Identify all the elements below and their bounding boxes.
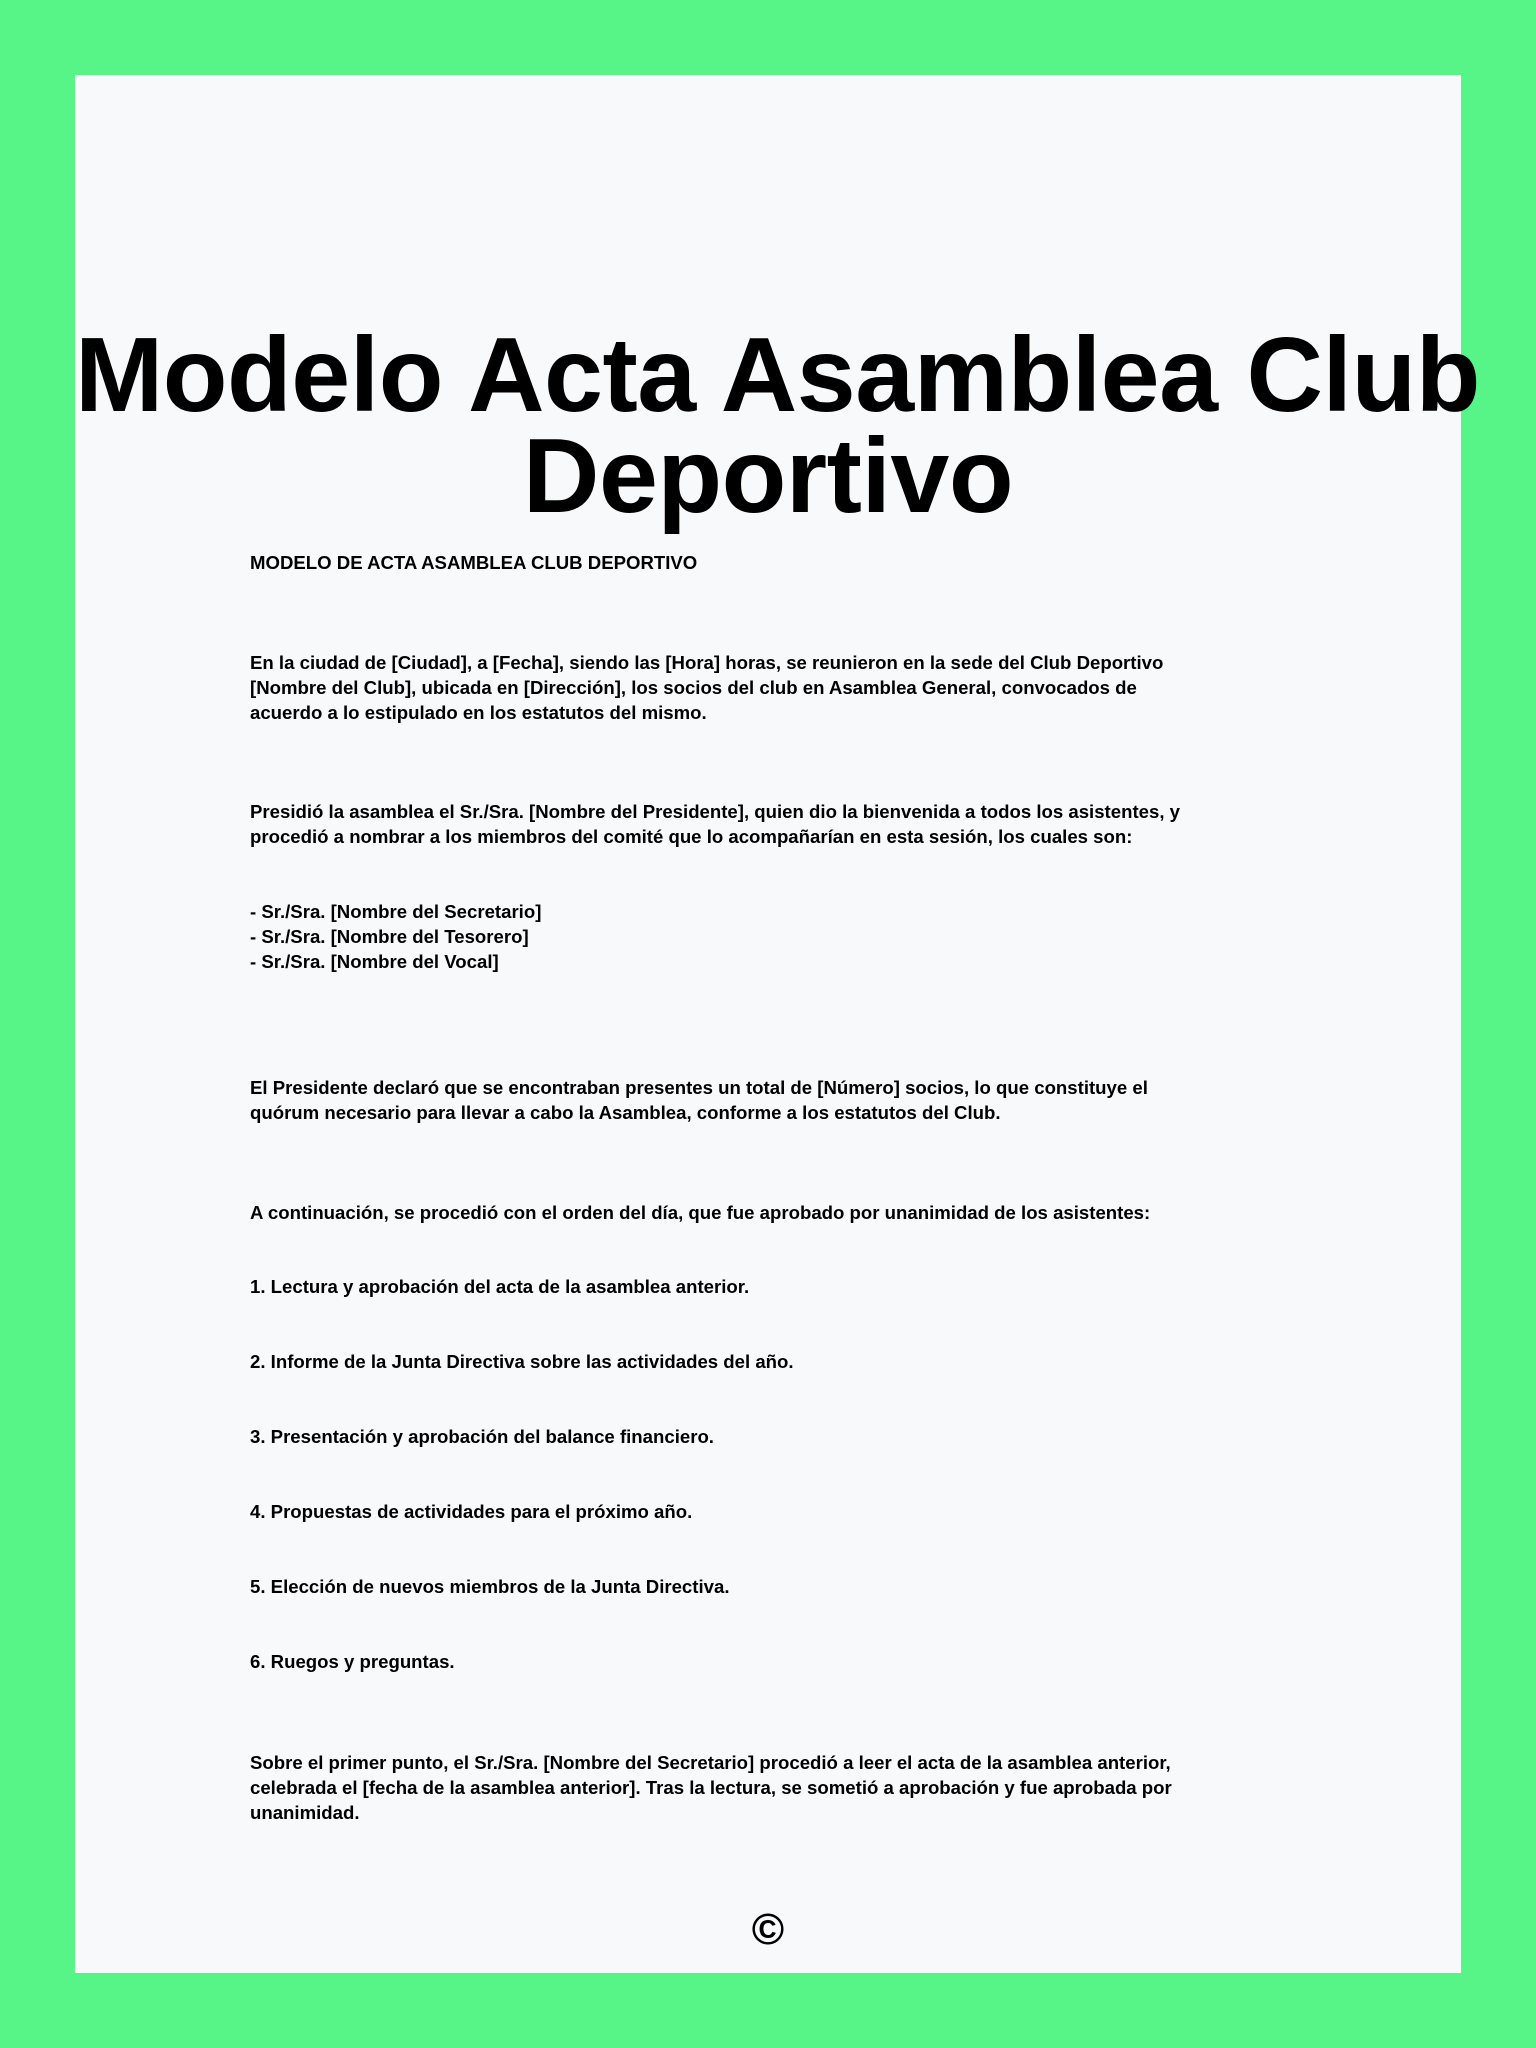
agenda-item: 1. Lectura y aprobación del acta de la asamblea anterior.: [250, 1276, 750, 1297]
paragraph-opening: [250, 650, 1163, 725]
document-page: [75, 75, 1480, 1973]
page-title: [75, 316, 1480, 535]
agenda-item: 6. Ruegos y preguntas.: [250, 1651, 455, 1672]
agenda-item: 3. Presentación y aprobación del balance financiero.: [250, 1426, 714, 1447]
paragraph-quorum: [250, 1075, 1148, 1125]
title-line-2: Deportivo: [522, 417, 1014, 535]
text-line: El Presidente declaró que se encontraban presentes un total de [Número] socios, lo que constituye el: [250, 1077, 1148, 1098]
agenda-item: 2. Informe de la Junta Directiva sobre las actividades del año.: [250, 1351, 794, 1372]
text-line: quórum necesario para llevar a cabo la Asamblea, conforme a los estatutos del Club.: [250, 1102, 1001, 1123]
list-item: - Sr./Sra. [Nombre del Tesorero]: [250, 926, 529, 947]
list-item: - Sr./Sra. [Nombre del Vocal]: [250, 951, 499, 972]
agenda-item: 4. Propuestas de actividades para el próximo año.: [250, 1501, 693, 1522]
paragraph-agenda-intro: A continuación, se procedió con el orden del día, que fue aprobado por unanimidad de los asistentes:: [250, 1202, 1151, 1223]
text-line: procedió a nombrar a los miembros del comité que lo acompañarían en esta sesión, los cuales son:: [250, 826, 1133, 847]
text-line: [Nombre del Club], ubicada en [Dirección], los socios del club en Asamblea General, convocados de: [250, 677, 1137, 698]
text-line: Presidió la asamblea el Sr./Sra. [Nombre del Presidente], quien dio la bienvenida a todos los asistentes, y: [250, 801, 1180, 822]
text-line: celebrada el [fecha de la asamblea anterior]. Tras la lectura, se sometió a aprobación y fue aprobada por: [250, 1777, 1172, 1798]
list-item: - Sr./Sra. [Nombre del Secretario]: [250, 901, 542, 922]
text-line: unanimidad.: [250, 1802, 360, 1823]
copyright-icon: ©: [751, 1905, 785, 1954]
text-line: acuerdo a lo estipulado en los estatutos del mismo.: [250, 702, 707, 723]
text-line: En la ciudad de [Ciudad], a [Fecha], siendo las [Hora] horas, se reunieron en la sede del Club Deportivo: [250, 652, 1164, 673]
committee-list: [250, 899, 541, 974]
text-line: Sobre el primer punto, el Sr./Sra. [Nombre del Secretario] procedió a leer el acta de la asamblea anterior,: [250, 1752, 1171, 1773]
paragraph-first-point: [250, 1750, 1172, 1825]
document-heading: MODELO DE ACTA ASAMBLEA CLUB DEPORTIVO: [250, 552, 698, 573]
title-line-1: Modelo Acta Asamblea Club: [75, 316, 1480, 434]
agenda-item: 5. Elección de nuevos miembros de la Junta Directiva.: [250, 1576, 730, 1597]
paragraph-president: [250, 799, 1180, 849]
